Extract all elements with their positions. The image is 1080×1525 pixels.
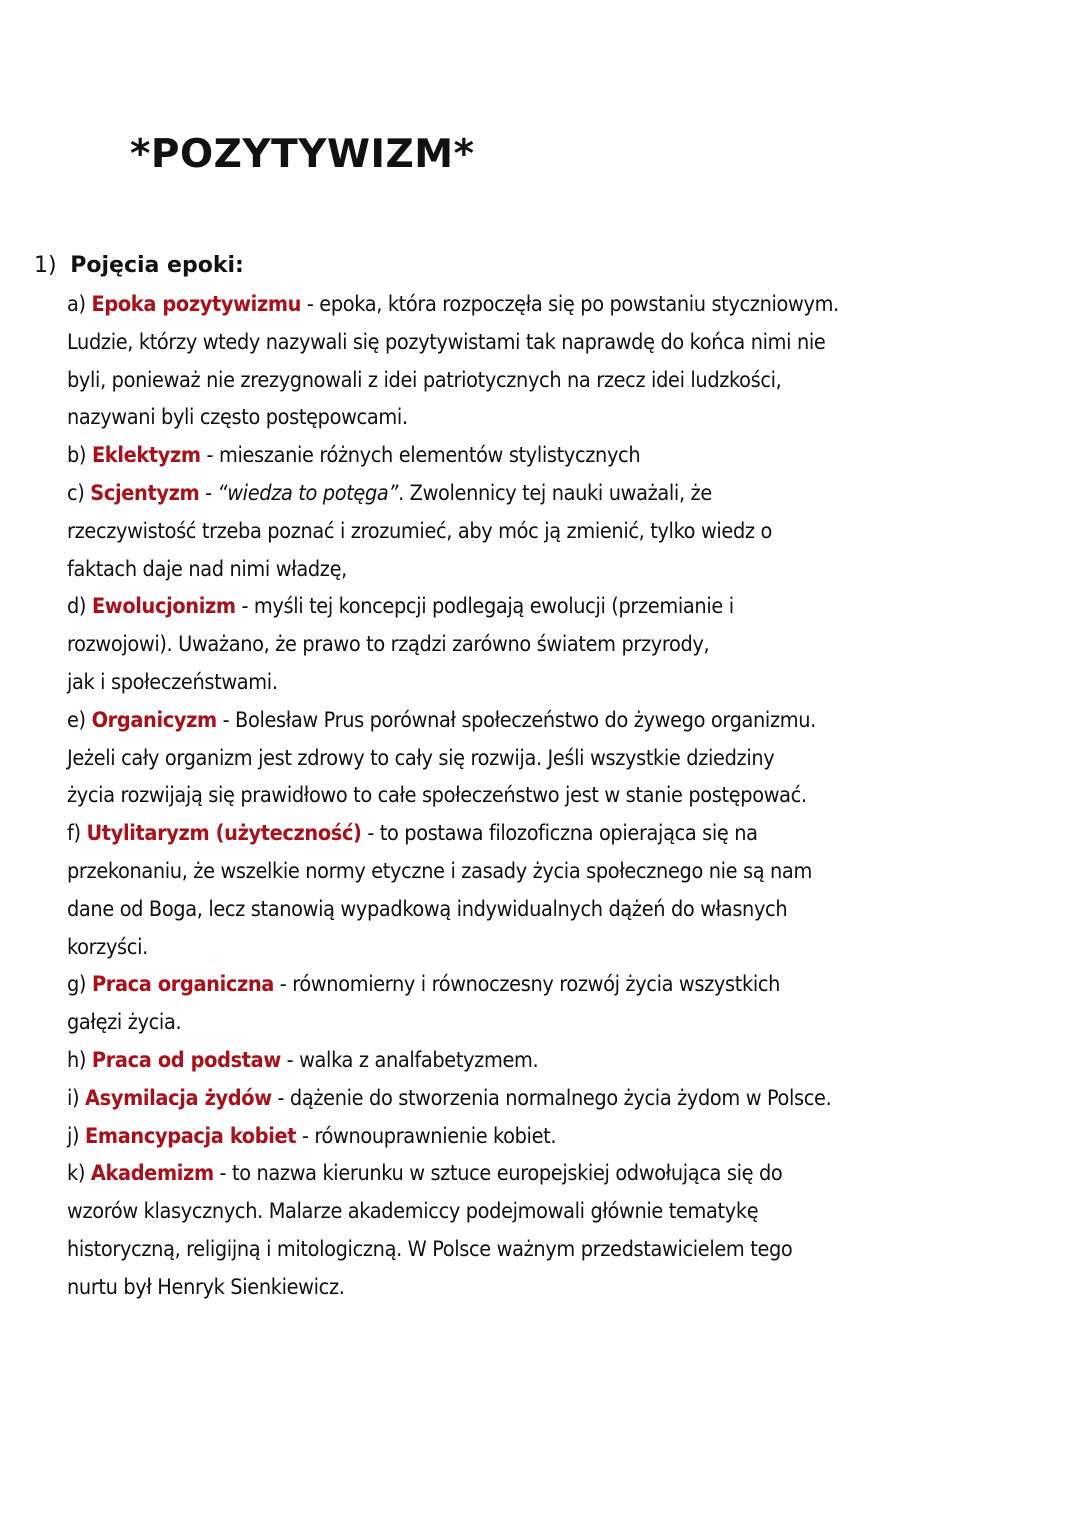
definition-text: Jeżeli cały organizm jest zdrowy to cały się rozwija. Jeśli wszystkie dziedziny xyxy=(67,745,775,771)
section-definitions xyxy=(34,250,1044,1307)
term: Emancypacja kobiet xyxy=(85,1123,297,1149)
definition-text: - mieszanie różnych elementów stylistycznych xyxy=(200,443,641,469)
definition-text: przekonaniu, że wszelkie normy etyczne i zasady życia społecznego nie są nam xyxy=(67,858,812,884)
definition-item xyxy=(67,966,1044,1042)
definition-item xyxy=(67,1080,1044,1118)
section-heading xyxy=(34,250,1044,282)
item-letter: c) xyxy=(67,480,85,506)
term: Praca od podstaw xyxy=(91,1047,281,1073)
definition-text: jak i społeczeństwami. xyxy=(67,669,278,695)
term: Scjentyzm xyxy=(90,480,200,506)
item-letter: k) xyxy=(67,1161,86,1187)
definition-text: historyczną, religijną i mitologiczną. W Polsce ważnym przedstawicielem tego xyxy=(67,1236,793,1262)
term: Akademizm xyxy=(90,1161,214,1187)
definitions-list xyxy=(67,286,1044,1307)
definition-text: faktach daje nad nimi władzę, xyxy=(67,556,347,582)
term: Praca organiczna xyxy=(91,972,275,998)
definition-text: - równouprawnienie kobiet. xyxy=(296,1123,557,1149)
item-letter: j) xyxy=(67,1123,80,1149)
definition-item xyxy=(67,588,1044,701)
section-heading-text: Pojęcia epoki: xyxy=(70,253,244,278)
item-letter: e) xyxy=(67,707,86,733)
definition-item xyxy=(67,1042,1044,1080)
definition-text: życia rozwijają się prawidłowo to całe społeczeństwo jest w stanie postępować. xyxy=(67,783,807,809)
definition-item xyxy=(67,702,1044,815)
term: Eklektyzm xyxy=(91,443,201,469)
definition-text: - dążenie do stworzenia normalnego życia żydom w Polsce. xyxy=(271,1085,832,1111)
item-letter: i) xyxy=(67,1085,80,1111)
definition-item xyxy=(67,1118,1044,1156)
item-letter: a) xyxy=(67,292,86,317)
definition-item xyxy=(67,286,1044,437)
definition-item xyxy=(67,437,1044,475)
item-letter: f) xyxy=(67,821,81,847)
definition-item xyxy=(67,1155,1044,1306)
definition-text: Ludzie, którzy wtedy nazywali się pozytywistami tak naprawdę do końca nimi nie xyxy=(67,329,826,355)
definition-text: - walka z analfabetyzmem. xyxy=(280,1047,539,1073)
definition-text: dane od Boga, lecz stanowią wypadkową indywidualnych dążeń do własnych xyxy=(67,896,788,922)
page-title: *POZYTYWIZM* xyxy=(130,132,475,177)
item-letter: g) xyxy=(67,972,87,998)
term: Ewolucjonizm xyxy=(91,594,236,620)
definition-item xyxy=(67,815,1044,966)
definition-text: - epoka, która rozpoczęła się po powstaniu styczniowym. xyxy=(301,292,839,317)
definition-text: rzeczywistość trzeba poznać i zrozumieć, aby móc ją zmienić, tylko wiedz o xyxy=(67,518,772,544)
definition-text: korzyści. xyxy=(67,934,148,960)
definition-text: nazywani byli często postępowcami. xyxy=(67,405,408,431)
definition-text: wzorów klasycznych. Malarze akademiccy podejmowali głównie tematykę xyxy=(67,1199,759,1225)
definition-text: nurtu był Henryk Sienkiewicz. xyxy=(67,1274,345,1300)
definition-text: gałęzi życia. xyxy=(67,1010,182,1036)
quote: “wiedza to potęga” xyxy=(217,480,399,506)
term: Asymilacja żydów xyxy=(85,1085,272,1111)
definition-text: - myśli tej koncepcji podlegają ewolucji (przemianie i xyxy=(235,594,734,620)
section-number: 1) xyxy=(34,253,57,278)
term: Organicyzm xyxy=(91,707,217,733)
definition-text: - równomierny i równoczesny rozwój życia wszystkich xyxy=(274,972,781,998)
item-letter: d) xyxy=(67,594,87,620)
definition-text: . Zwolennicy tej nauki uważali, że xyxy=(398,480,712,506)
term: Utylitaryzm (użyteczność) xyxy=(86,821,362,847)
definition-text: - to postawa filozoficzna opierająca się na xyxy=(361,821,758,847)
definition-text: - Bolesław Prus porównał społeczeństwo do żywego organizmu. xyxy=(216,707,816,733)
definition-text: rozwojowi). Uważano, że prawo to rządzi zarówno światem przyrody, xyxy=(67,632,710,658)
definition-item: c) Scjentyzm - “wiedza to potęga”. Zwolennicy tej nauki uważali, że rzeczywistość trzeba poznać i zrozumieć, aby móc ją zmienić, tylko wiedz o faktach daje nad nimi władzę, xyxy=(67,475,1044,588)
definition-text: byli, ponieważ nie zrezygnowali z idei patriotycznych na rzecz idei ludzkości, xyxy=(67,367,782,393)
item-letter: b) xyxy=(67,443,87,469)
term: Epoka pozytywizmu xyxy=(91,292,302,317)
definition-text: - to nazwa kierunku w sztuce europejskiej odwołująca się do xyxy=(213,1161,783,1187)
item-letter: h) xyxy=(67,1047,87,1073)
